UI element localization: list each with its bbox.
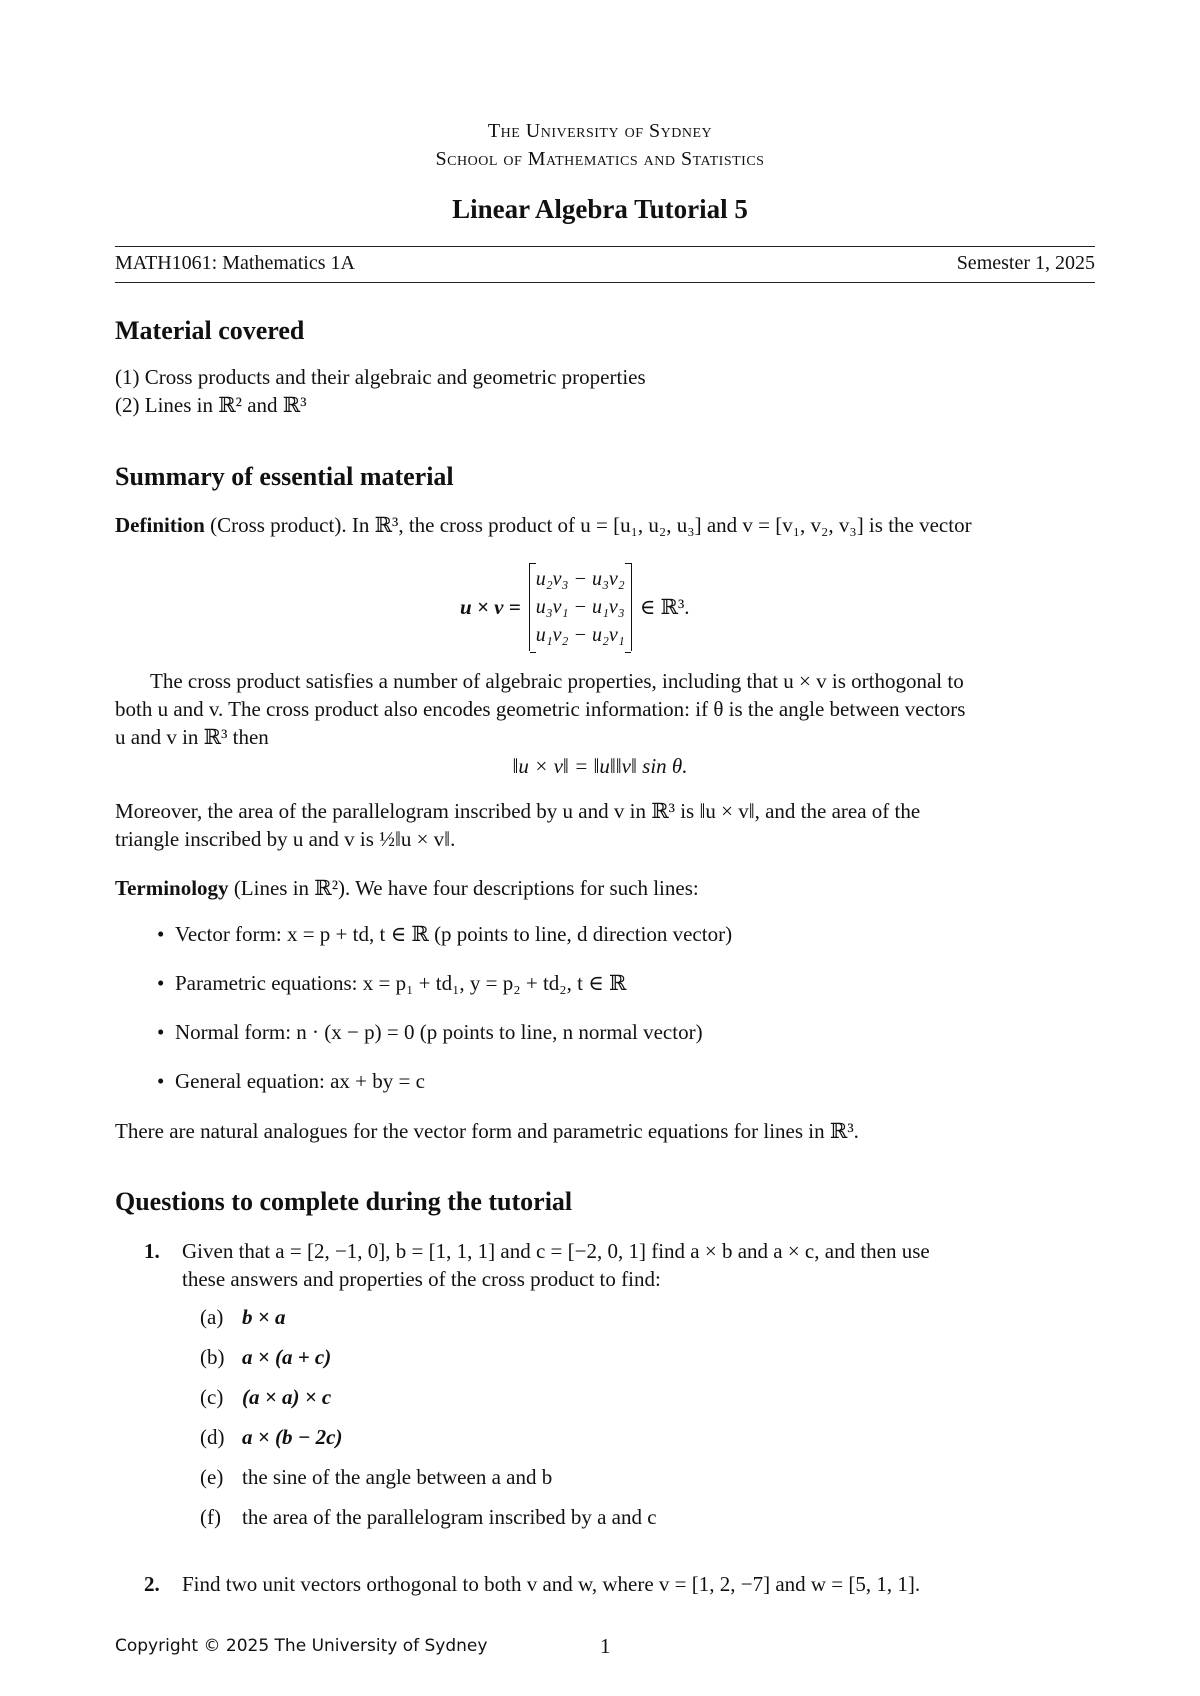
definition-label: Definition (115, 513, 205, 537)
question-number: 1. (144, 1239, 160, 1263)
matrix-row: u₁v₂ − u₂v₁ (535, 624, 625, 646)
part-label: (d) (200, 1425, 225, 1449)
question-line: Given that a = [2, −1, 0], b = [1, 1, 1] and c = [−2, 0, 1] find a × b and a × c, and then use (182, 1239, 930, 1263)
terminology-text: (Lines in ℝ²). We have four descriptions for such lines: (233, 876, 699, 900)
university-name: The University of Sydney (487, 120, 713, 142)
norm-equation: ‖u × v‖ = ‖u‖‖v‖ sin θ. (512, 754, 688, 778)
copyright: Copyright © 2025 The University of Sydney (115, 1636, 488, 1656)
part-label: (a) (200, 1305, 224, 1329)
part-text: the area of the parallelogram inscribed by a and c (242, 1505, 657, 1529)
part-label: (f) (200, 1505, 221, 1529)
school-name: School of Mathematics and Statistics (435, 148, 765, 170)
bottom-rule (115, 282, 1095, 283)
part-label: (c) (200, 1385, 224, 1409)
part-label: (e) (200, 1465, 224, 1489)
material-item: (2) Lines in ℝ² and ℝ³ (115, 393, 307, 417)
question-number: 2. (144, 1572, 160, 1596)
question-line: these answers and properties of the cross product to find: (182, 1267, 661, 1291)
question-part (200, 1463, 552, 1491)
course-code: MATH1061: Mathematics 1A (115, 252, 355, 274)
paragraph-line: triangle inscribed by u and v is ½‖u × v‖. (115, 827, 456, 851)
paragraph-line: The cross product satisfies a number of algebraic properties, including that u × v is orthogonal to (150, 669, 964, 693)
paragraph-line: both u and v. The cross product also encodes geometric information: if θ is the angle between vectors (115, 697, 966, 721)
semester: Semester 1, 2025 (956, 252, 1095, 274)
page-title: Linear Algebra Tutorial 5 (452, 194, 748, 224)
question-part (200, 1303, 285, 1331)
cross-product-formula (460, 563, 690, 651)
top-rule (115, 246, 1095, 247)
question-part (200, 1503, 657, 1531)
definition-text: In ℝ³, the cross product of u = [u₁, u₂, u₃] and v = [v₁, v₂, v₃] is the vector (351, 513, 972, 537)
material-item: (1) Cross products and their algebraic and geometric properties (115, 365, 646, 389)
formula-rhs: ∈ ℝ³. (639, 594, 690, 619)
question-line: Find two unit vectors orthogonal to both v and w, where v = [1, 2, −7] and w = [5, 1, 1]. (182, 1572, 921, 1596)
bullet-item: • General equation: ax + by = c (175, 1069, 425, 1094)
part-text: a × (b − 2c) (242, 1425, 343, 1449)
cross-product-matrix (529, 563, 632, 651)
page-number: 1 (600, 1634, 611, 1658)
formula-lhs: u × v = (460, 594, 521, 619)
material-heading: Material covered (115, 316, 305, 345)
question-part (200, 1383, 331, 1411)
question-part (200, 1423, 343, 1451)
definition-paragraph (115, 511, 1100, 539)
bullet-item: • Normal form: n · (x − p) = 0 (p points to line, n normal vector) (175, 1020, 703, 1045)
summary-heading: Summary of essential material (115, 462, 454, 491)
questions-heading: Questions to complete during the tutorial (115, 1187, 573, 1216)
paragraph-line: u and v in ℝ³ then (115, 725, 269, 749)
matrix-row: u₂v₃ − u₃v₂ (535, 568, 625, 590)
terminology-label: Terminology (115, 876, 229, 900)
closing-paragraph: There are natural analogues for the vector form and parametric equations for lines in ℝ³. (115, 1119, 859, 1143)
question-part (200, 1343, 331, 1371)
part-text: b × a (242, 1305, 286, 1329)
part-text: a × (a + c) (242, 1345, 332, 1369)
course-bar (115, 252, 1095, 275)
terminology-paragraph (115, 874, 699, 902)
paragraph-line: Moreover, the area of the parallelogram inscribed by u and v in ℝ³ is ‖u × v‖, and the area of the (115, 799, 921, 823)
part-label: (b) (200, 1345, 225, 1369)
part-text: (a × a) × c (242, 1385, 332, 1409)
matrix-row: u₃v₁ − u₁v₃ (535, 596, 625, 618)
bullet-item: • Parametric equations: x = p₁ + td₁, y = p₂ + td₂, t ∈ ℝ (175, 971, 626, 996)
part-text: the sine of the angle between a and b (242, 1465, 553, 1489)
bullet-item: • Vector form: x = p + td, t ∈ ℝ (p points to line, d direction vector) (175, 922, 732, 947)
definition-paren: (Cross product). (210, 513, 347, 537)
